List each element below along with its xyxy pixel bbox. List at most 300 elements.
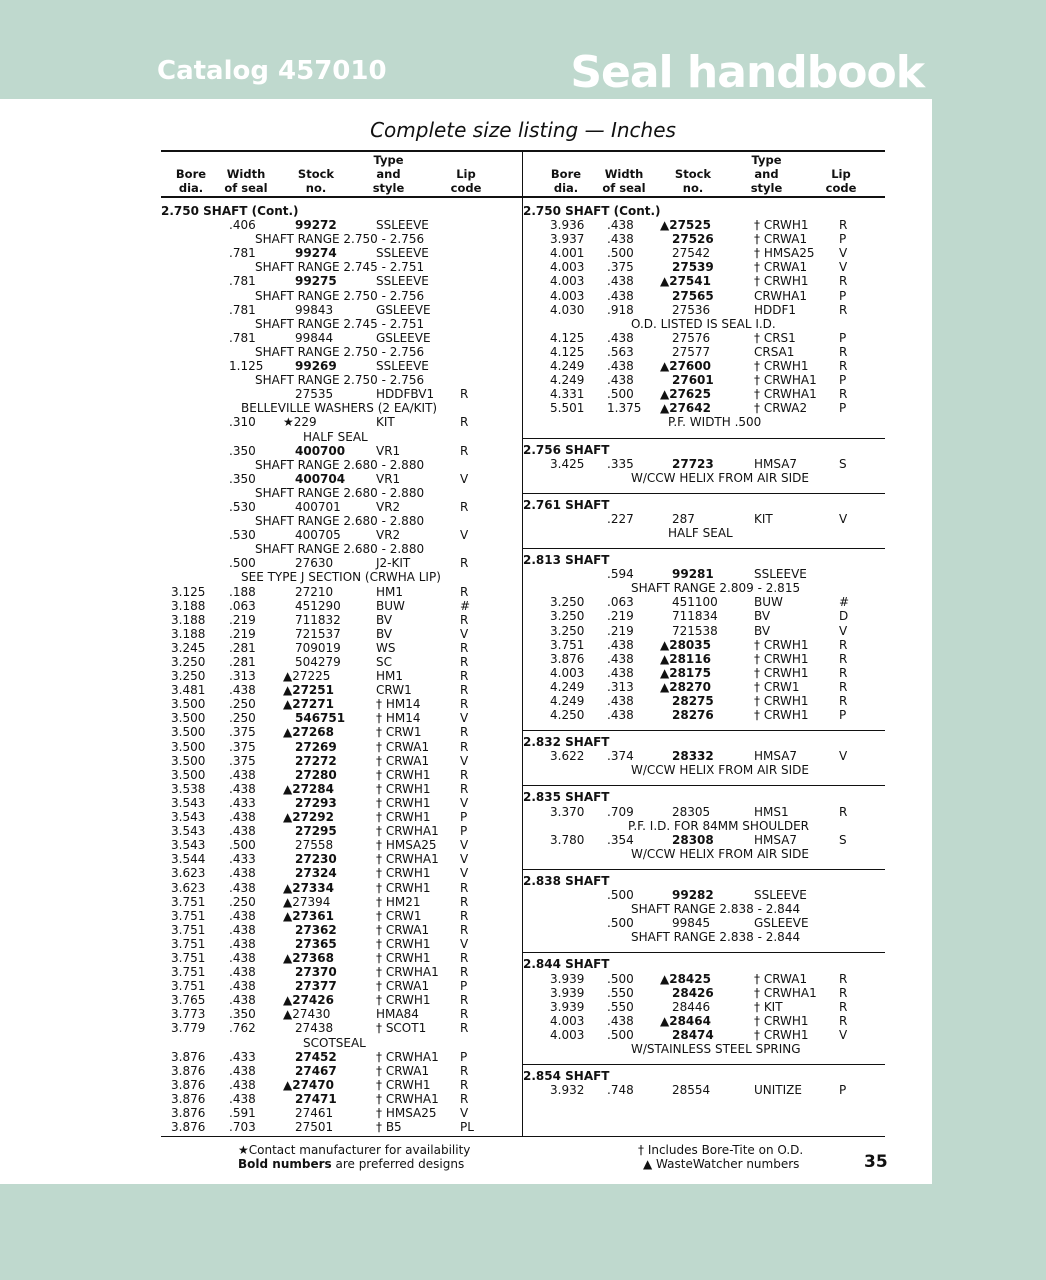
lip-code: R [460,1077,469,1092]
lip-header-2: code [450,181,482,195]
row-note: SHAFT RANGE 2.750 - 2.756 [255,373,425,388]
table-row [161,852,523,866]
section-heading: 2.750 SHAFT (Cont.) [523,204,661,218]
bore-dia: 3.779 [171,1021,206,1036]
bore-header-r: Bore [550,167,582,181]
table-row [523,595,885,609]
type-style: BV [376,626,393,641]
bore-dia: 3.250 [171,669,206,684]
right-column [523,150,885,1097]
bore-dia: 3.751 [171,950,206,965]
bore-dia: 4.125 [550,330,585,345]
stock-no: 99274 [295,246,337,261]
bore-dia: 3.876 [171,1120,206,1135]
seal-width: .500 [607,1027,634,1042]
bore-dia: 3.500 [171,753,206,768]
lip-code: R [460,767,469,782]
table-row [523,652,885,666]
type-style: † KIT [754,999,783,1014]
bore-dia: 4.001 [550,246,585,261]
width-header-r: Width [604,167,644,181]
stock-no: 400705 [295,528,341,543]
stock-no: 451100 [672,595,718,610]
stock-no: 28275 [672,694,714,708]
lip-code: R [460,612,469,627]
type-style: CRSA1 [754,344,795,359]
row-note: W/CCW HELIX FROM AIR SIDE [631,470,809,485]
lip-code: # [839,595,850,610]
lip-code: R [460,725,469,740]
table-row [161,1092,523,1106]
lip-code: V [460,626,469,641]
seal-width: .918 [607,302,634,317]
row-note: O.D. LISTED IS SEAL I.D. [631,316,776,331]
type-style: SC [376,655,392,669]
seal-width: .438 [229,950,256,965]
row-note: SHAFT RANGE 2.750 - 2.756 [255,288,425,303]
bore-dia: 3.751 [171,965,206,980]
stock-no: 99272 [295,218,337,233]
type-style: BUW [754,595,783,610]
seal-width: .563 [607,344,634,359]
type-style: BV [754,609,771,624]
row-note: SHAFT RANGE 2.680 - 2.880 [255,485,425,500]
catalog-number: Catalog 457010 [157,56,387,86]
lip-code: S [839,832,847,847]
width-header-r2: of seal [602,181,646,195]
note-row [523,317,885,331]
type-style: † CRWH1 [754,651,809,666]
stock-no: ▲27470 [283,1077,334,1092]
lip-code: P [839,232,847,247]
type-style: † CRWH1 [376,795,431,810]
seal-width: 1.125 [229,359,264,374]
table-row [161,782,523,796]
lip-code: R [460,499,469,514]
table-row [523,387,885,401]
lip-code: P [839,373,847,388]
row-note: W/CCW HELIX FROM AIR SIDE [631,846,809,861]
stock-no: 27272 [295,753,337,768]
stock-no: 709019 [295,640,341,655]
seal-width: .374 [607,749,634,764]
table-row [523,986,885,1000]
lip-code: P [460,810,468,825]
section-heading-row [523,735,885,749]
lip-code: R [839,679,848,694]
seal-width: .781 [229,246,256,261]
seal-width: .375 [607,260,634,275]
bore-dia: 3.250 [171,655,206,669]
table-row [523,567,885,581]
type-style: † CRWH1 [376,950,431,965]
type-style: † CRWH1 [376,810,431,825]
table-row [161,218,523,232]
table-row [161,613,523,627]
type-style: † CRWA1 [376,1063,430,1078]
bore-dia: 3.936 [550,218,585,233]
lip-code: R [460,415,469,430]
stock-header-2: no. [305,181,327,195]
table-row [161,599,523,613]
table-row [161,528,523,542]
stock-no: 28308 [672,832,714,847]
seal-width: .438 [229,936,256,951]
lip-code: P [839,1083,847,1098]
section-heading-row [523,204,885,218]
seal-width: .438 [229,683,256,698]
lip-code: R [460,556,469,571]
lip-code: V [460,838,469,853]
type-style: † CRWH1 [754,359,809,374]
stock-no: 27536 [672,302,711,317]
table-row [161,937,523,951]
table-row [161,965,523,979]
table-row [161,895,523,909]
lip-code: R [460,965,469,980]
seal-width: .500 [229,838,256,853]
bore-dia: 3.932 [550,1083,585,1098]
bore-dia: 3.500 [171,739,206,754]
bore-dia: 4.249 [550,679,585,694]
lip-code: V [460,866,469,881]
lip-code: V [460,753,469,768]
type-header-3: style [372,181,405,195]
bore-dia: 3.876 [171,1106,206,1120]
type-style: † CRWH1 [376,880,431,895]
type-style: UNITIZE [754,1083,802,1098]
type-style: † CRWHA1 [754,387,817,402]
stock-no: 400700 [295,443,346,458]
row-note: P.F. I.D. FOR 84MM SHOULDER [628,818,810,833]
note-row [161,514,523,528]
bore-dia: 3.939 [550,985,585,1000]
table-row [161,810,523,824]
section-heading-row [523,553,885,567]
type-style: † HM21 [376,894,421,909]
table-row [161,909,523,923]
note-row [523,526,885,540]
seal-width: .350 [229,1007,256,1022]
table-row [161,331,523,345]
bore-dia: 4.249 [550,694,585,708]
seal-width: .310 [229,415,256,430]
type-style: BV [376,612,393,627]
type-style: † CRWA1 [376,739,430,754]
note-row [161,542,523,556]
bore-dia: 4.003 [550,1013,585,1028]
seal-width: .550 [607,985,634,1000]
table-row [523,303,885,317]
table-row [161,881,523,895]
seal-width: .438 [607,651,634,666]
seal-width: .438 [607,274,634,289]
row-note: P.F. WIDTH .500 [668,415,762,430]
type-style: † CRWHA1 [754,985,817,1000]
stock-no: 711834 [672,609,718,624]
seal-width: .219 [229,626,256,641]
seal-width: .438 [607,330,634,345]
lip-code: R [839,274,848,289]
type-style: † CRWH1 [376,936,431,951]
lip-code: V [839,1027,848,1042]
left-column [161,150,523,1134]
stock-no: 27601 [672,373,714,388]
stock-no: ▲27268 [283,725,334,740]
table-row [161,711,523,725]
lip-code: P [460,1049,468,1064]
seal-width: .500 [607,387,634,402]
bore-dia: 3.623 [171,866,206,881]
lip-code: V [839,511,848,526]
table-row [523,218,885,232]
bore-dia: 3.481 [171,683,206,698]
seal-width: .500 [607,246,634,261]
row-note: SCOTSEAL [303,1035,366,1050]
table-row [161,824,523,838]
type-style: GSLEEVE [376,330,431,345]
lip-code: V [460,852,469,867]
stock-no: 400704 [295,471,346,486]
stock-no: 99845 [672,916,711,931]
stock-no: ▲27334 [283,880,334,895]
lip-code: R [839,804,848,819]
type-style: † CRWA1 [754,232,808,247]
type-style: HMA84 [376,1007,419,1022]
table-row [161,1120,523,1134]
note-row [161,260,523,274]
type-style: VR2 [376,528,401,543]
bore-dia: 4.003 [550,288,585,303]
note-row [161,289,523,303]
lip-code: R [460,584,469,599]
type-style: † CRWH1 [376,1077,431,1092]
stock-no: 546751 [295,711,346,726]
lip-code: R [460,443,469,458]
type-style: KIT [754,511,773,526]
section-heading-row [523,443,885,457]
note-row [523,930,885,944]
stock-no: 27526 [672,232,714,247]
seal-width: .438 [229,979,256,994]
stock-no: 27539 [672,260,714,275]
stock-no: 27295 [295,824,337,839]
width-header: Width [226,167,266,181]
row-note: SHAFT RANGE 2.680 - 2.880 [255,457,425,472]
type-style: † CRWA1 [376,979,430,994]
stock-no: ▲27394 [283,894,331,909]
table-row [523,888,885,902]
lip-code: R [460,669,469,684]
table-row [161,754,523,768]
lip-code: P [839,708,847,723]
bore-dia: 4.250 [550,708,585,723]
lip-code: R [839,971,848,986]
bore-dia: 3.250 [550,595,585,610]
type-header: Type [373,153,404,167]
lip-code: R [839,344,848,359]
table-row [161,1106,523,1120]
stock-no: 711832 [295,612,341,627]
seal-width: .748 [607,1083,634,1098]
type-style: † CRWH1 [754,274,809,289]
stock-no: 27461 [295,1106,334,1120]
type-style: † CRWH1 [754,218,809,233]
lip-code: V [460,1106,469,1120]
bore-dia: 3.188 [171,626,206,641]
bore-dia: 3.937 [550,232,585,247]
table-row [161,951,523,965]
note-row [523,471,885,485]
bore-dia: 3.765 [171,993,206,1008]
lip-code: R [460,1021,469,1036]
stock-no: 27438 [295,1021,334,1036]
type-style: VR2 [376,499,401,514]
stock-no: 28332 [672,749,714,764]
lip-code: V [839,246,848,261]
stock-no: ▲27600 [660,359,711,374]
type-style: HMSA7 [754,456,798,471]
page-title: Complete size listing — Inches [370,118,676,142]
table-row [161,303,523,317]
type-style: † CRWH1 [754,1027,809,1042]
table-row [523,401,885,415]
seal-width: .250 [229,894,256,909]
bore-dia: 3.538 [171,781,206,796]
table-row [161,923,523,937]
bore-dia: 4.003 [550,665,585,680]
bore-dia: 5.501 [550,401,585,416]
lip-code: R [839,985,848,1000]
seal-width: .762 [229,1021,256,1036]
type-style: HDDF1 [754,302,797,317]
lip-code: V [460,795,469,810]
table-row [161,1078,523,1092]
stock-no: ▲27292 [283,810,334,825]
table-row [523,232,885,246]
bore-dia: 3.780 [550,832,585,847]
seal-width: .530 [229,499,256,514]
seal-width: .438 [229,965,256,980]
lip-code: P [460,979,468,994]
seal-width: .438 [607,232,634,247]
stock-no: ▲27251 [283,683,334,698]
seal-width: .335 [607,456,634,471]
row-note: SHAFT RANGE 2.838 - 2.844 [631,930,801,945]
type-style: SSLEEVE [376,359,429,374]
lip-code: R [460,1063,469,1078]
type-style: † HMSA25 [754,246,815,261]
row-note: SHAFT RANGE 2.750 - 2.756 [255,232,425,247]
stock-no: 99281 [672,567,714,582]
table-row [161,697,523,711]
lip-code: R [839,665,848,680]
lip-code: R [460,908,469,923]
lip-code: V [460,936,469,951]
row-note: W/STAINLESS STEEL SPRING [631,1041,801,1056]
type-style: † HM14 [376,697,421,712]
bore-dia: 3.543 [171,810,206,825]
type-style: GSLEEVE [754,916,809,931]
stock-no: 27501 [295,1120,334,1135]
type-style: † CRWH1 [376,781,431,796]
table-row [523,345,885,359]
type-header-r2: and [754,167,779,181]
bore-dia: 4.003 [550,274,585,289]
note-row [161,232,523,246]
note-row [161,570,523,584]
lip-code: R [839,999,848,1014]
seal-width: .500 [607,888,634,903]
type-style: GSLEEVE [376,302,431,317]
lip-code: R [839,694,848,708]
table-row [523,512,885,526]
lip-header-r2: code [825,181,857,195]
note-row [523,902,885,916]
type-style: CRWHA1 [754,288,807,303]
stock-no: 27723 [672,456,714,471]
type-style: † CRWA1 [754,260,808,275]
stock-no: 28305 [672,804,711,819]
note-row [161,401,523,415]
type-style: † CRWHA1 [754,373,817,388]
stock-no: ▲28175 [660,665,711,680]
section-heading: 2.761 SHAFT [523,497,610,512]
seal-width: .438 [229,866,256,881]
lip-code: R [839,637,848,652]
section-rule [523,438,885,439]
lip-code: R [460,739,469,754]
table-row [523,246,885,260]
bore-dia: 3.500 [171,711,206,726]
type-style: BUW [376,598,405,613]
section-heading-row [523,874,885,888]
row-note: SHAFT RANGE 2.750 - 2.756 [255,344,425,359]
bore-dia: 4.249 [550,359,585,374]
bore-header-2: dia. [178,181,204,195]
type-style: † CRWHA1 [376,852,439,867]
table-row [161,585,523,599]
type-style: † CRWHA1 [376,1091,439,1106]
type-style: HDDFBV1 [376,387,435,402]
lip-code: R [839,387,848,402]
bore-dia: 3.544 [171,852,206,867]
seal-width: .591 [229,1106,256,1120]
stock-no: ▲28464 [660,1013,711,1028]
stock-no: 27542 [672,246,711,261]
bore-dia: 3.188 [171,598,206,613]
table-row [161,1021,523,1035]
stock-no: 99844 [295,330,334,345]
lip-code: R [460,922,469,937]
type-style: † CRWHA1 [376,824,439,839]
table-row [161,246,523,260]
bore-dia: 3.751 [550,637,585,652]
stock-no: 27576 [672,330,711,345]
type-style: HM1 [376,669,404,684]
type-header-2: and [376,167,401,181]
footer-boretite: † Includes Bore-Tite on O.D. [638,1143,804,1157]
lip-code: # [460,598,471,613]
bore-dia: 3.876 [171,1091,206,1106]
seal-width: .433 [229,1049,256,1064]
stock-no: 27467 [295,1063,337,1078]
note-row [523,415,885,429]
seal-width: .530 [229,528,256,543]
stock-no: ▲28035 [660,637,711,652]
section-rule [523,952,885,953]
table-row [161,415,523,429]
